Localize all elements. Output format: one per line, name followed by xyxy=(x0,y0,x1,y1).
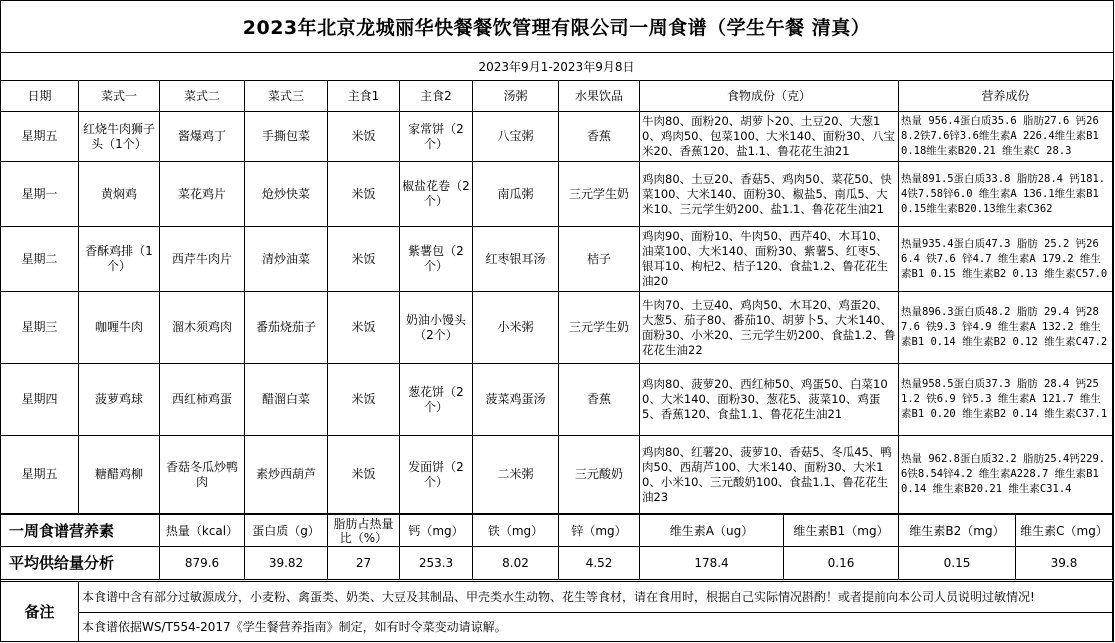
ingredients-cell: 牛肉70、土豆40、鸡肉50、木耳20、鸡蛋20、大葱5、茄子80、番茄10、胡萝卜5、大米140、面粉30、小米20、三元学生奶200、食盐1.2、鲁花花生油22 xyxy=(640,292,899,364)
nutrient-value: 0.16 xyxy=(784,547,899,580)
dish2-cell: 溜木须鸡肉 xyxy=(160,292,245,364)
day-cell: 星期五 xyxy=(1,436,79,514)
dish2-cell: 香菇冬瓜炒鸭肉 xyxy=(160,436,245,514)
soup-cell: 八宝粥 xyxy=(473,112,559,162)
nutrient-value: 879.6 xyxy=(160,547,245,580)
weekly-menu-table xyxy=(0,80,1113,514)
staple1-cell: 米饭 xyxy=(328,436,400,514)
dish2-cell: 西芹牛肉片 xyxy=(160,227,245,292)
dish2-cell: 西红柿鸡蛋 xyxy=(160,364,245,436)
dish1-cell: 咖喱牛肉 xyxy=(79,292,160,364)
notes-table xyxy=(0,581,1113,642)
fruit-cell: 三元酸奶 xyxy=(559,436,640,514)
nutrient-value: 8.02 xyxy=(473,547,559,580)
nutrient-header: 铁（mg） xyxy=(473,515,559,547)
nutrient-header: 维生素A（ug） xyxy=(640,515,784,547)
table-row xyxy=(1,364,1113,436)
table-row xyxy=(1,162,1113,227)
fruit-cell: 香蕉 xyxy=(559,364,640,436)
fruit-cell: 桔子 xyxy=(559,227,640,292)
staple2-cell: 家常饼（2个） xyxy=(400,112,473,162)
dish1-cell: 菠萝鸡球 xyxy=(79,364,160,436)
nutrient-header: 锌（mg） xyxy=(559,515,640,547)
header-fruit: 水果饮品 xyxy=(559,81,640,112)
day-cell: 星期五 xyxy=(1,112,79,162)
table-row xyxy=(1,227,1113,292)
header-soup: 汤粥 xyxy=(473,81,559,112)
ingredients-cell: 牛肉80、面粉20、胡萝卜20、土豆20、大葱10、鸡肉50、包菜100、大米140、面粉30、八宝米20、香蕉120、盐1.1、鲁花花生油21 xyxy=(640,112,899,162)
fruit-cell: 香蕉 xyxy=(559,112,640,162)
ingredients-cell: 鸡肉80、菠萝20、西红柿50、鸡蛋50、白菜100、大米140、面粉30、葱花5、菠菜10、鸡蛋5、香蕉120、食盐1.1、鲁花花生油21 xyxy=(640,364,899,436)
header-date: 日期 xyxy=(1,81,79,112)
soup-cell: 红枣银耳汤 xyxy=(473,227,559,292)
allergen-note: 本食谱中含有部分过敏源成分，小麦粉、禽蛋类、奶类、大豆及其制品、甲壳类水生动物、花生等食材，请在食用时，根据自己实际情况斟酌！或者提前向本公司人员说明过敏情况! xyxy=(79,582,1113,613)
nutrition-cell: 热量891.5蛋白质33.8 脂肪28.4 钙181.4铁7.58锌6.0 维生素A 136.1维生素B10.15维生素B20.13维生素C362 xyxy=(899,162,1113,227)
nutrient-value: 4.52 xyxy=(559,547,640,580)
soup-cell: 小米粥 xyxy=(473,292,559,364)
nutrient-value: 27 xyxy=(328,547,400,580)
guideline-note: 本食谱依据WS/T554-2017《学生餐营养指南》制定，如有时令菜变动请谅解。 xyxy=(79,613,1113,642)
nutrition-cell: 热量 962.8蛋白质32.2 脂肪25.4钙229.6铁8.54锌4.2 维生素A228.7 维生素B10.14 维生素B20.21 维生素C31.4 xyxy=(899,436,1113,514)
day-cell: 星期二 xyxy=(1,227,79,292)
weekly-nutrients-label: 一周食谱营养素 xyxy=(1,515,160,547)
notes-row xyxy=(1,582,1113,613)
nutrient-header: 热量（kcal） xyxy=(160,515,245,547)
nutrition-summary-table xyxy=(0,514,1113,580)
nutrition-cell: 热量958.5蛋白质37.3 脂肪 28.4 钙251.2 铁6.9 锌5.3 维生素A 121.7 维生素B1 0.20 维生素B2 0.14 维生素C37.1 xyxy=(899,364,1113,436)
nutrient-header: 蛋白质（g） xyxy=(245,515,328,547)
nutrient-header: 钙（mg） xyxy=(400,515,473,547)
table-row xyxy=(1,436,1113,514)
nutrient-value-row xyxy=(1,547,1113,580)
dish2-cell: 酱爆鸡丁 xyxy=(160,112,245,162)
staple1-cell: 米饭 xyxy=(328,227,400,292)
table-row xyxy=(1,112,1113,162)
menu-header-row xyxy=(1,81,1113,112)
header-staple2: 主食2 xyxy=(400,81,473,112)
day-cell: 星期一 xyxy=(1,162,79,227)
soup-cell: 南瓜粥 xyxy=(473,162,559,227)
average-supply-label: 平均供给量分析 xyxy=(1,547,160,580)
staple1-cell: 米饭 xyxy=(328,112,400,162)
day-cell: 星期四 xyxy=(1,364,79,436)
fruit-cell: 三元学生奶 xyxy=(559,162,640,227)
nutrient-value: 178.4 xyxy=(640,547,784,580)
dish3-cell: 素炒西葫芦 xyxy=(245,436,328,514)
nutrition-cell: 热量896.3蛋白质48.2 脂肪 29.4 钙287.6 铁9.3 锌4.9 维生素A 132.2 维生素B1 0.14 维生素B2 0.12 维生素C47.2 xyxy=(899,292,1113,364)
page-title: 2023年北京龙城丽华快餐餐饮管理有限公司一周食谱（学生午餐 清真） xyxy=(242,16,871,39)
soup-cell: 菠菜鸡蛋汤 xyxy=(473,364,559,436)
dish1-cell: 黄焖鸡 xyxy=(79,162,160,227)
nutrient-value: 39.82 xyxy=(245,547,328,580)
nutrient-header: 维生素C（mg） xyxy=(1016,515,1113,547)
dish3-cell: 清炒油菜 xyxy=(245,227,328,292)
nutrition-cell: 热量935.4蛋白质47.3 脂肪 25.2 钙266.4 铁7.6 锌4.7 维生素A 179.2 维生素B1 0.15 维生素B2 0.13 维生素C57.0 xyxy=(899,227,1113,292)
ingredients-cell: 鸡肉90、面粉10、牛肉50、西芹40、木耳10、油菜100、大米140、面粉30、紫薯5、红枣5、银耳10、枸杞2、桔子120、食盐1.2、鲁花花生油20 xyxy=(640,227,899,292)
dish3-cell: 醋溜白菜 xyxy=(245,364,328,436)
nutrient-value: 0.15 xyxy=(899,547,1016,580)
staple2-cell: 发面饼（2个） xyxy=(400,436,473,514)
header-staple1: 主食1 xyxy=(328,81,400,112)
notes-label: 备注 xyxy=(1,582,79,642)
nutrient-value: 39.8 xyxy=(1016,547,1113,580)
nutrition-cell: 热量 956.4蛋白质35.6 脂肪27.6 钙268.2铁7.6锌3.6维生素A 226.4维生素B1 0.18维生素B20.21 维生素C 28.3 xyxy=(899,112,1113,162)
ingredients-cell: 鸡肉80、土豆20、香菇5、鸡肉50、菜花50、快菜100、大米140、面粉30、椒盐5、南瓜5、大米10、三元学生奶200、盐1.1、鲁花花生油21 xyxy=(640,162,899,227)
soup-cell: 二米粥 xyxy=(473,436,559,514)
notes-row xyxy=(1,613,1113,642)
header-dish3: 菜式三 xyxy=(245,81,328,112)
header-nutrition: 营养成份 xyxy=(899,81,1113,112)
header-dish2: 菜式二 xyxy=(160,81,245,112)
staple2-cell: 葱花饼（2个） xyxy=(400,364,473,436)
date-range: 2023年9月1-2023年9月8日 xyxy=(478,59,635,74)
header-ingredients: 食物成份（克） xyxy=(640,81,899,112)
staple1-cell: 米饭 xyxy=(328,364,400,436)
nutrient-header: 脂肪占热量比（%） xyxy=(328,515,400,547)
staple2-cell: 紫薯包（2个） xyxy=(400,227,473,292)
dish3-cell: 番茄烧茄子 xyxy=(245,292,328,364)
dish2-cell: 菜花鸡片 xyxy=(160,162,245,227)
staple2-cell: 椒盐花卷（2个） xyxy=(400,162,473,227)
ingredients-cell: 鸡肉80、红薯20、菠萝10、香菇5、冬瓜45、鸭肉50、西葫芦100、大米140、面粉30、大米10、小米10、三元酸奶100、食盐1.1、鲁花花生油23 xyxy=(640,436,899,514)
nutrient-header: 维生素B1（mg） xyxy=(784,515,899,547)
staple1-cell: 米饭 xyxy=(328,292,400,364)
day-cell: 星期三 xyxy=(1,292,79,364)
fruit-cell: 三元学生奶 xyxy=(559,292,640,364)
nutrient-value: 253.3 xyxy=(400,547,473,580)
staple1-cell: 米饭 xyxy=(328,162,400,227)
header-dish1: 菜式一 xyxy=(79,81,160,112)
dish3-cell: 炝炒快菜 xyxy=(245,162,328,227)
staple2-cell: 奶油小馒头（2个） xyxy=(400,292,473,364)
dish3-cell: 手撕包菜 xyxy=(245,112,328,162)
dish1-cell: 糖醋鸡柳 xyxy=(79,436,160,514)
dish1-cell: 香酥鸡排（1个） xyxy=(79,227,160,292)
dish1-cell: 红烧牛肉狮子头（1个） xyxy=(79,112,160,162)
table-row xyxy=(1,292,1113,364)
nutrient-header: 维生素B2（mg） xyxy=(899,515,1016,547)
nutrient-header-row xyxy=(1,515,1113,547)
